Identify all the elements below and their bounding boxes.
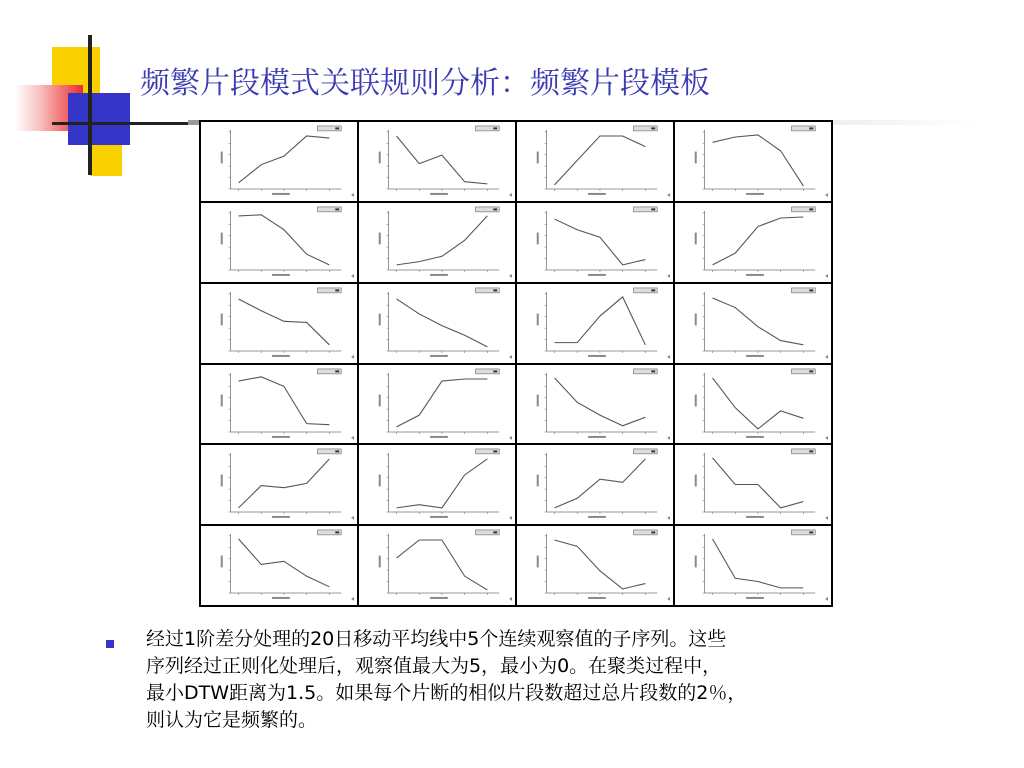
- pattern-chart: [674, 202, 832, 283]
- x-axis-label: [746, 516, 764, 518]
- pattern-chart: [358, 364, 516, 445]
- y-axis-label: [537, 556, 539, 568]
- y-axis-label: [695, 232, 697, 244]
- legend-swatch: [493, 127, 497, 129]
- series-line: [555, 219, 646, 265]
- y-axis-label: [695, 475, 697, 487]
- corner-arrow: [825, 274, 828, 278]
- pattern-chart: [358, 202, 516, 283]
- y-axis-label: [537, 475, 539, 487]
- series-line: [713, 377, 804, 428]
- corner-arrow: [509, 193, 512, 197]
- x-axis-label: [272, 435, 290, 437]
- logo-horizontal-line: [52, 122, 192, 125]
- legend-swatch: [651, 127, 655, 129]
- pattern-chart: [200, 121, 358, 202]
- x-axis-label: [272, 516, 290, 518]
- corner-arrow: [351, 193, 354, 197]
- x-axis-label: [746, 597, 764, 599]
- series-line: [239, 459, 330, 508]
- y-axis-label: [537, 232, 539, 244]
- legend-swatch: [493, 451, 497, 453]
- pattern-chart: [200, 444, 358, 525]
- x-axis-label: [430, 193, 448, 195]
- y-axis-label: [221, 313, 223, 325]
- description-paragraph: [146, 626, 946, 734]
- x-axis-label: [430, 355, 448, 357]
- corner-arrow: [825, 435, 828, 439]
- bullet-marker: [106, 640, 114, 648]
- series-line: [555, 136, 646, 185]
- corner-arrow: [351, 516, 354, 520]
- x-axis-label: [588, 193, 606, 195]
- legend-swatch: [651, 289, 655, 291]
- series-line: [397, 136, 488, 184]
- corner-arrow: [509, 516, 512, 520]
- corner-arrow: [509, 355, 512, 359]
- legend-swatch: [335, 532, 339, 534]
- legend-swatch: [651, 208, 655, 210]
- series-line: [713, 135, 804, 186]
- pattern-chart: [200, 525, 358, 606]
- x-axis-label: [272, 274, 290, 276]
- pattern-chart: [200, 202, 358, 283]
- corner-arrow: [351, 355, 354, 359]
- corner-arrow: [667, 193, 670, 197]
- corner-arrow: [667, 274, 670, 278]
- series-line: [555, 377, 646, 425]
- logo-yellow-square-small: [90, 140, 122, 176]
- series-line: [397, 299, 488, 347]
- x-axis-label: [746, 274, 764, 276]
- pattern-chart: [674, 364, 832, 445]
- pattern-grid: [199, 120, 833, 607]
- pattern-chart: [516, 283, 674, 364]
- series-line: [239, 376, 330, 424]
- x-axis-label: [588, 274, 606, 276]
- y-axis-label: [379, 556, 381, 568]
- y-axis-label: [379, 232, 381, 244]
- legend-swatch: [493, 532, 497, 534]
- x-axis-label: [430, 274, 448, 276]
- series-line: [713, 217, 804, 265]
- legend-swatch: [335, 127, 339, 129]
- corner-arrow: [509, 435, 512, 439]
- pattern-chart: [358, 525, 516, 606]
- pattern-chart: [516, 444, 674, 525]
- description-line: 则认为它是频繁的。: [146, 709, 318, 731]
- pattern-chart: [516, 525, 674, 606]
- pattern-chart: [200, 283, 358, 364]
- pattern-chart: [674, 525, 832, 606]
- x-axis-label: [588, 355, 606, 357]
- series-line: [239, 136, 330, 183]
- pattern-chart: [516, 121, 674, 202]
- y-axis-label: [379, 152, 381, 164]
- series-line: [397, 216, 488, 265]
- y-axis-label: [695, 313, 697, 325]
- x-axis-label: [588, 516, 606, 518]
- pattern-chart: [358, 283, 516, 364]
- y-axis-label: [695, 394, 697, 406]
- y-axis-label: [537, 394, 539, 406]
- series-line: [713, 298, 804, 345]
- y-axis-label: [695, 556, 697, 568]
- corner-arrow: [825, 516, 828, 520]
- description-line: 最小DTW距离为1.5。如果每个片断的相似片段数超过总片段数的2％，: [146, 682, 747, 704]
- corner-arrow: [825, 597, 828, 601]
- legend-swatch: [809, 208, 813, 210]
- pattern-chart: [200, 364, 358, 445]
- legend-swatch: [651, 451, 655, 453]
- y-axis-label: [221, 556, 223, 568]
- corner-arrow: [351, 274, 354, 278]
- x-axis-label: [272, 597, 290, 599]
- x-axis-label: [746, 435, 764, 437]
- legend-swatch: [493, 370, 497, 372]
- corner-arrow: [667, 516, 670, 520]
- x-axis-label: [746, 193, 764, 195]
- legend-swatch: [809, 127, 813, 129]
- y-axis-label: [221, 152, 223, 164]
- series-line: [397, 540, 488, 590]
- pattern-chart: [358, 444, 516, 525]
- legend-swatch: [335, 289, 339, 291]
- corner-arrow: [509, 274, 512, 278]
- corner-arrow: [351, 597, 354, 601]
- pattern-chart: [516, 364, 674, 445]
- x-axis-label: [746, 355, 764, 357]
- logo-vertical-line: [88, 35, 92, 175]
- x-axis-label: [430, 597, 448, 599]
- y-axis-label: [537, 313, 539, 325]
- y-axis-label: [221, 394, 223, 406]
- y-axis-label: [221, 232, 223, 244]
- series-line: [555, 540, 646, 589]
- legend-swatch: [809, 532, 813, 534]
- description-line: 序列经过正则化处理后，观察值最大为5，最小为0。在聚类过程中，: [146, 655, 722, 677]
- logo-blue-square: [68, 93, 130, 145]
- legend-swatch: [335, 208, 339, 210]
- pattern-chart: [674, 283, 832, 364]
- series-line: [239, 215, 330, 265]
- slide-title: 频繁片段模式关联规则分析：频繁片段模板: [140, 66, 710, 101]
- legend-swatch: [651, 532, 655, 534]
- pattern-chart: [674, 444, 832, 525]
- pattern-chart: [516, 202, 674, 283]
- series-line: [713, 458, 804, 508]
- x-axis-label: [430, 435, 448, 437]
- series-line: [555, 459, 646, 508]
- x-axis-label: [272, 193, 290, 195]
- series-line: [397, 459, 488, 508]
- series-line: [239, 299, 330, 345]
- legend-swatch: [493, 289, 497, 291]
- x-axis-label: [588, 597, 606, 599]
- y-axis-label: [537, 152, 539, 164]
- y-axis-label: [695, 152, 697, 164]
- legend-swatch: [335, 451, 339, 453]
- legend-swatch: [809, 370, 813, 372]
- corner-arrow: [509, 597, 512, 601]
- corner-arrow: [667, 355, 670, 359]
- description-line: 经过1阶差分处理的20日移动平均线中5个连续观察值的子序列。这些: [146, 628, 727, 650]
- pattern-chart: [358, 121, 516, 202]
- series-line: [713, 539, 804, 588]
- y-axis-label: [379, 313, 381, 325]
- series-line: [397, 378, 488, 426]
- corner-arrow: [351, 435, 354, 439]
- corner-arrow: [825, 355, 828, 359]
- series-line: [239, 539, 330, 587]
- corner-arrow: [667, 435, 670, 439]
- legend-swatch: [651, 370, 655, 372]
- series-line: [555, 297, 646, 345]
- corner-arrow: [667, 597, 670, 601]
- legend-swatch: [809, 289, 813, 291]
- legend-swatch: [809, 451, 813, 453]
- y-axis-label: [379, 394, 381, 406]
- y-axis-label: [221, 475, 223, 487]
- x-axis-label: [272, 355, 290, 357]
- legend-swatch: [493, 208, 497, 210]
- y-axis-label: [379, 475, 381, 487]
- x-axis-label: [588, 435, 606, 437]
- legend-swatch: [335, 370, 339, 372]
- corner-arrow: [825, 193, 828, 197]
- x-axis-label: [430, 516, 448, 518]
- pattern-chart: [674, 121, 832, 202]
